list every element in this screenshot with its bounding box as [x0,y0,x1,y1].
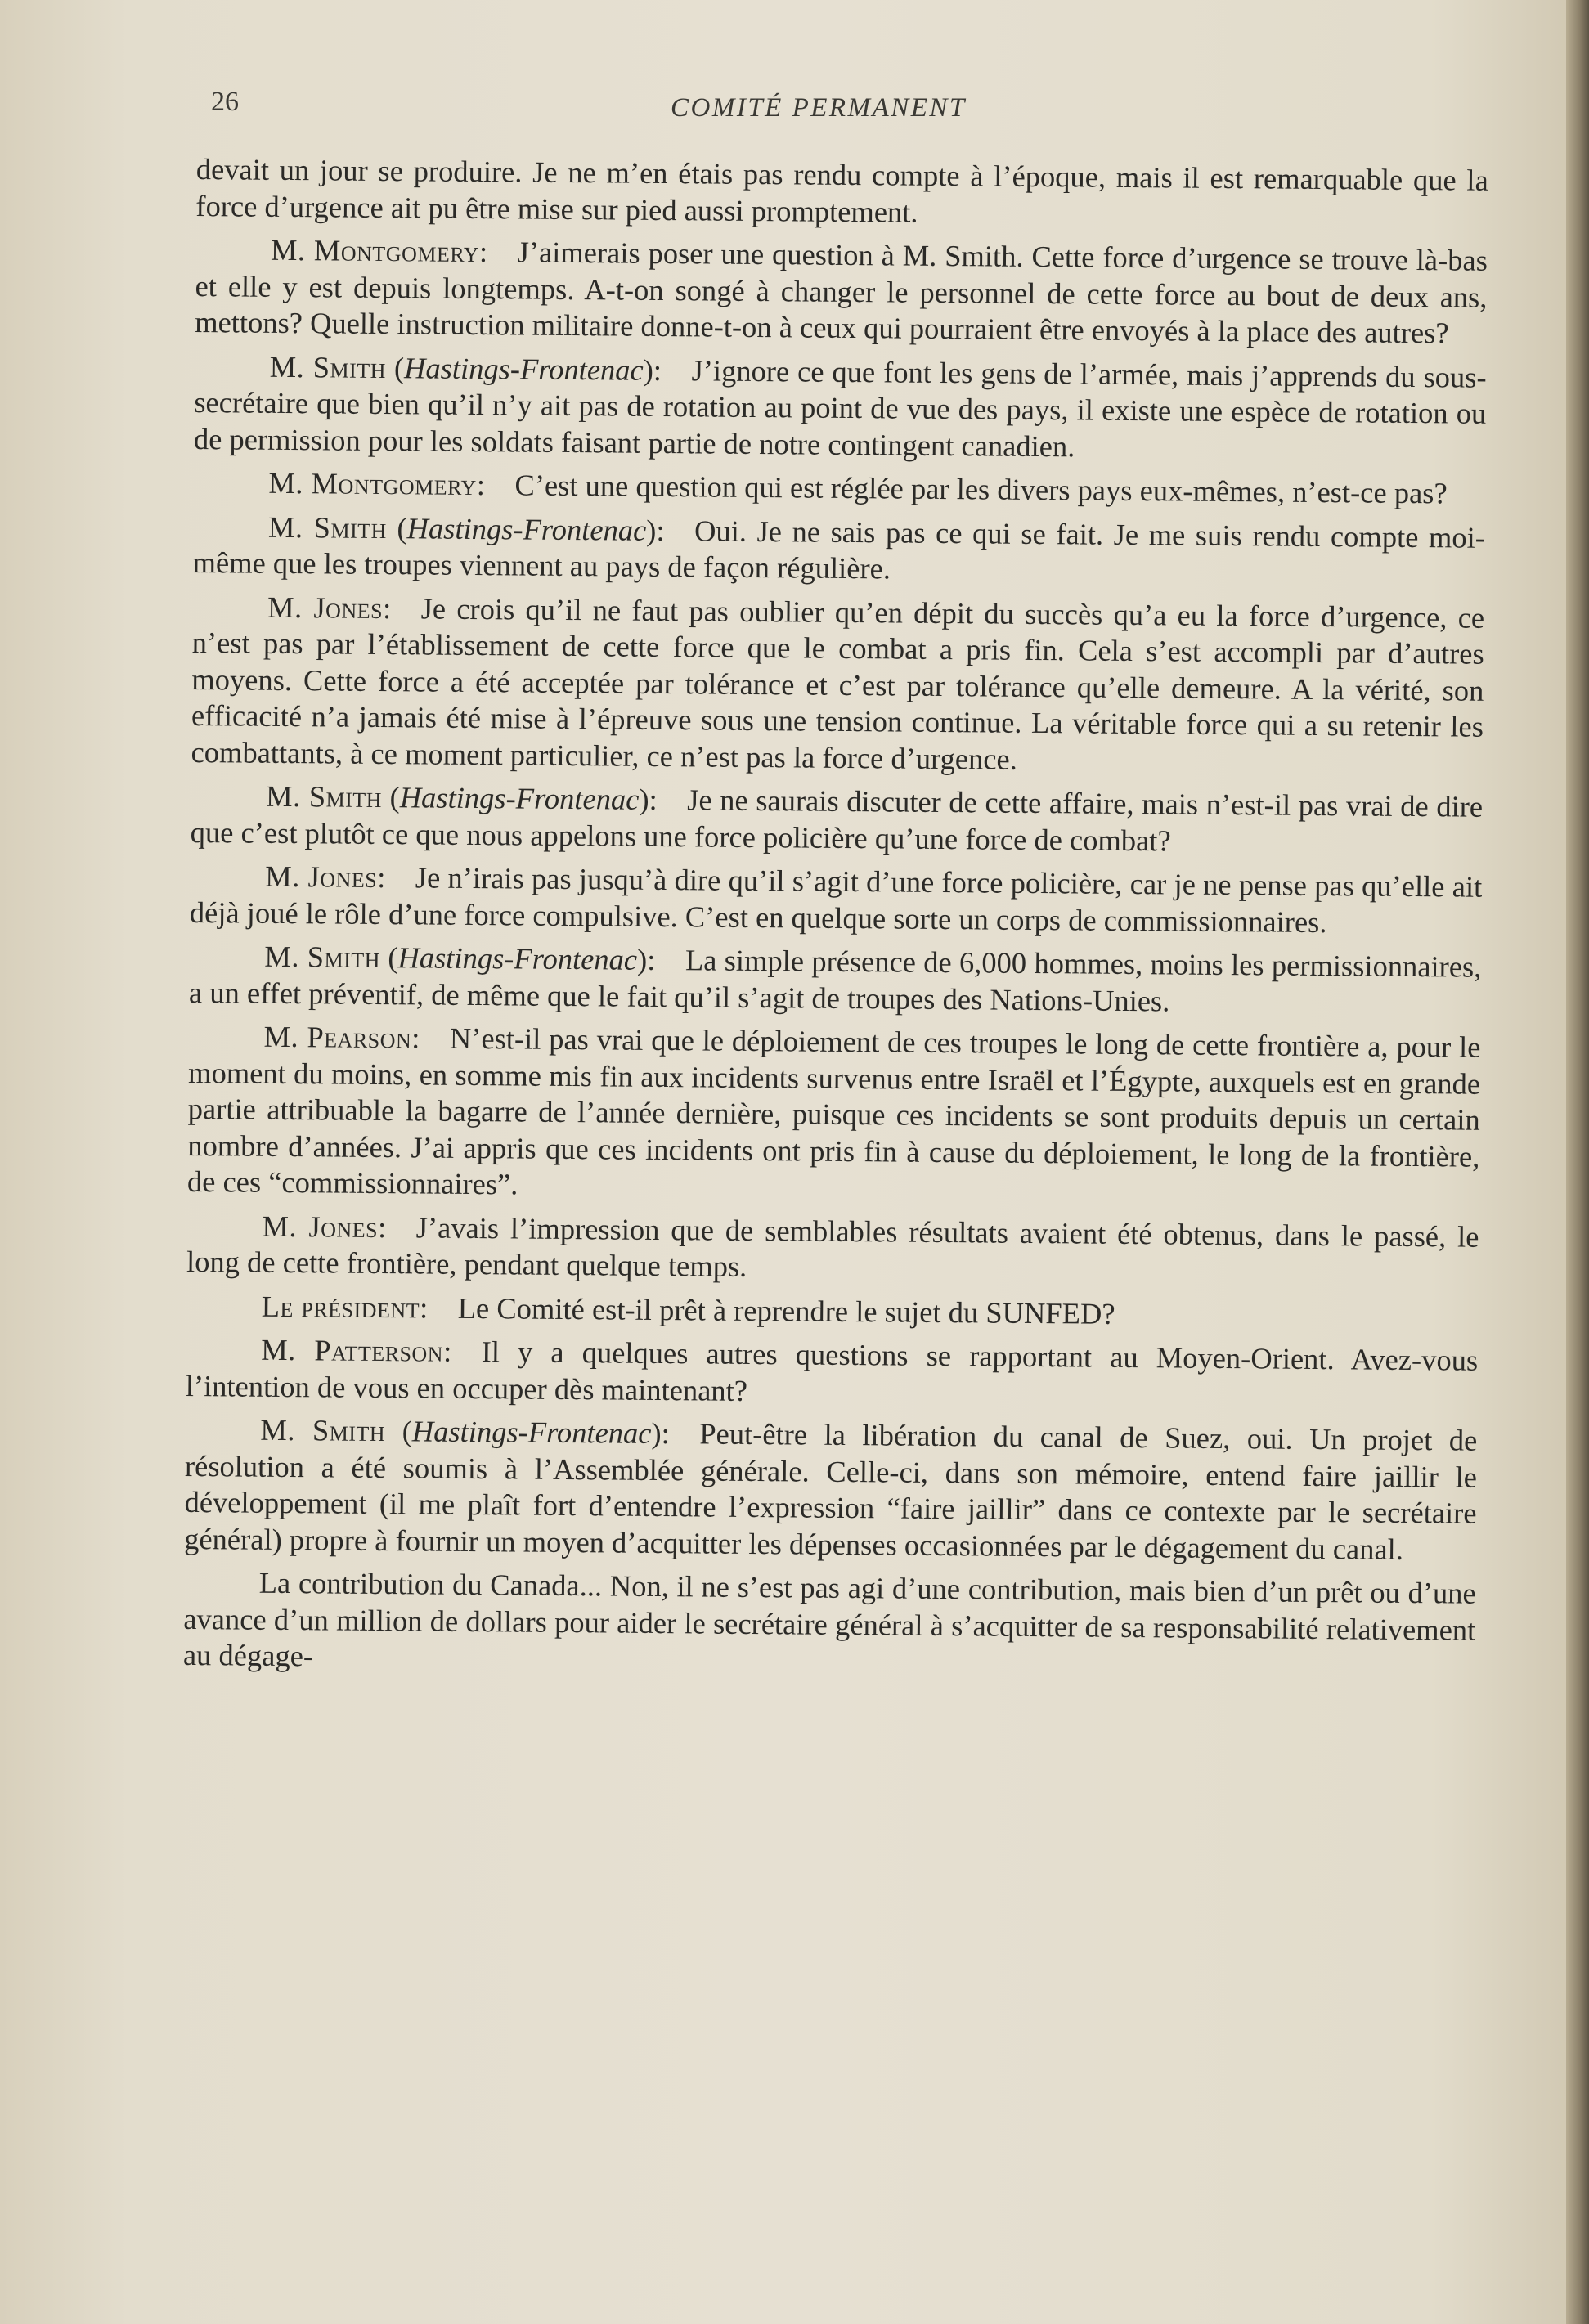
speaker-name: M. Patterson [261,1332,444,1368]
speaker-name: M. Montgomery [270,232,480,269]
speaker-name: M. Montgomery [268,465,477,502]
paragraph-text: Le Comité est-il prêt à reprendre le sujet du SUNFED? [457,1290,1115,1330]
paragraph: M. Smith (Hastings-Frontenac): Oui. Je ne sais pas ce qui se fait. Je me suis rendu compte moi-même que les troupes viennent au pays de façon régulière. [192,509,1486,585]
speaker-colon: : [442,1334,452,1368]
paragraph-text: J’ignore ce que font les gens de l’armée, mais j’apprends du sous-secrétaire que bien qu’il n’y ait pas de rotation au point de vue des pays, il existe une espèce de rotation ou de permission pour les soldats faisant partie de notre contingent canadien. [193,352,1487,463]
speaker-name: M. Smith [269,349,387,384]
paragraph: M. Smith (Hastings-Frontenac): Je ne saurais discuter de cette affaire, mais n’est-il pas vrai de dire que c’est plutôt ce que nous appelons une force policière qu’une force de combat? [190,778,1484,857]
speaker-name: M. Jones [262,1209,379,1244]
page-number: 26 [211,87,239,117]
speaker-colon: : [478,235,488,269]
paragraph-text: Oui. Je ne sais pas ce qui se fait. Je me suis rendu compte moi-même que les troupes viennent au pays de façon régulière. [192,513,1486,585]
paragraph [195,151,1488,236]
speaker-colon: : [476,468,486,502]
speaker-name: M. Jones [267,590,384,625]
speaker-colon: : [419,1290,429,1325]
speaker-name: M. Smith [260,1412,386,1448]
paragraph-text: Je crois qu’il ne faut pas oublier qu’en dépit du succès qu’a eu la force d’urgence, ce n’est pas par l’établissement de cette force que le combat a pris fin. Cela s’est accompli par d’autres moyens. Cette force a été acceptée par tolérance et c’est par tolérance qu’elle demeure. A la vérité, son efficacité n’a jamais été mise à l’épreuve sous une tension continue. La véritable force qui a su retenir les combattants, à ce moment particulier, ce n’est pas la force d’urgence. [191,590,1485,776]
paragraph-text: La contribution du Canada... Non, il ne s’est pas agi d’une contribution, mais bien d’un prêt ou d’une avance d’un million de dollars pour aider le secrétaire général à s’acquitter de sa responsabilité relativement au dégage- [182,1565,1476,1673]
speaker-colon: : [382,590,392,625]
speaker-riding: Hastings-Frontenac [403,350,644,387]
paragraph-text: La simple présence de 6,000 hommes, moins les permissionnaires, a un effet préventif, de même que le fait qu’il s’agit de troupes des Nations-Unies. [188,943,1482,1017]
paragraph: M. Smith (Hastings-Frontenac): La simple présence de 6,000 hommes, moins les permissionnaires, a un effet préventif, de même que le fait qu’il s’agit de troupes des Nations-Unies. [188,939,1482,1017]
paragraph [195,231,1488,352]
speaker-colon: : [649,782,658,816]
speaker-colon: : [661,1416,670,1451]
paragraph [186,1331,1479,1415]
paragraph [186,1287,1478,1335]
speaker-name: M. Smith [264,939,381,975]
speaker-name: M. Jones [265,859,378,894]
speaker-name: M. Smith [267,509,388,545]
speaker-riding: Hastings-Frontenac [411,1414,652,1450]
paragraph [183,1564,1476,1685]
speaker-colon: : [411,1021,420,1055]
paragraph [190,858,1483,942]
paragraph-text: Je n’irais pas jusqu’à dire qu’il s’agit d’une force policière, car je ne pense pas qu’elle ait déjà joué le rôle d’une force compulsive. C’est en quelque sorte un corps de commissionnaires. [189,860,1483,939]
paragraph-text: devait un jour se produire. Je ne m’en étais pas rendu compte à l’époque, mais il est remarquable que la force d’urgence ait pu être mise sur pied aussi promptement. [195,151,1488,229]
speaker-riding: Hastings-Frontenac [397,940,638,976]
speaker-riding: Hastings-Frontenac [406,510,647,547]
speaker-name: Le président [261,1289,420,1324]
book-spine-shadow [1566,0,1589,2324]
paragraph-text: Peut-être la libération du canal de Suez, oui. Un projet de résolution a été soumis à l’Assemblée générale. Celle-ci, dans son mémoire, entend faire jaillir le développement (il me plaît fort d’entendre l’expression “faire jaillir” dans ce contexte par le secrétaire général) propre à fournir un moyen d’acquitter les dépenses occasionnées par le dégagement du canal. [184,1416,1478,1566]
speaker-colon: : [656,513,665,547]
paragraph-text: Je ne saurais discuter de cette affaire, mais n’est-il pas vrai de dire que c’est plutôt ce que nous appelons une force policière qu’une force de combat? [190,783,1484,857]
paragraph-text: J’aimerais poser une question à M. Smith. Cette force d’urgence se trouve là-bas et elle y est depuis longtemps. A-t-on songé à changer le personnel de cette force au bout de deux ans, mettons? Quelle instruction militaire donne-t-on à ceux qui pourraient être envoyés à la place des autres? [195,235,1488,350]
speaker-colon: : [377,859,386,895]
speaker-name: M. Smith [265,778,383,814]
paragraph-text: Il y a quelques autres questions se rapportant au Moyen-Orient. Avez-vous l’intention de vous en occuper dès maintenant? [185,1335,1479,1407]
paragraph [186,1207,1479,1291]
paragraph: M. Smith (Hastings-Frontenac): J’ignore ce que font les gens de l’armée, mais j’apprends du sous-secrétaire que bien qu’il n’y ait pas de rotation au point de vue des pays, il existe une espèce de rotation ou de permission pour les soldats faisant partie de notre contingent canadien. [193,349,1487,463]
speaker-colon: : [377,1209,387,1244]
paragraph-text: N’est-il pas vrai que le déploiement de ces troupes le long de cette frontière a, pour le moment du moins, en somme mis fin aux incidents survenus entre Israël et l’Égypte, auxquels est en grande partie attribuable la bagarre de l’année dernière, puisque ces incidents se sont produits depuis un certain nombre d’années. J’ai appris que ces incidents ont pris fin à cause du déploiement, le long de la frontière, de ces “commissionnaires”. [186,1021,1481,1201]
paragraph: M. Smith (Hastings-Frontenac): Peut-être la libération du canal de Suez, oui. Un projet de résolution a été soumis à l’Assemblée générale. Celle-ci, dans son mémoire, entend faire jaillir le développement (il me plaît fort d’entendre l’expression “faire jaillir” dans ce contexte par le secrétaire général) propre à fournir un moyen d’acquitter les dépenses occasionnées par le dégagement du canal. [184,1412,1478,1566]
paragraph-text: C’est une question qui est réglée par les divers pays eux-mêmes, n’est-ce pas? [514,468,1448,510]
transcript-body [183,151,1488,1692]
paragraph [187,1018,1481,1211]
paragraph [193,464,1485,512]
paragraph [191,588,1484,781]
speaker-riding: Hastings-Frontenac [399,780,640,816]
page-header [211,82,1487,131]
speaker-name: M. Pearson [263,1019,412,1055]
running-title: COMITÉ PERMANENT [671,93,967,123]
speaker-colon: : [653,352,662,387]
speaker-colon: : [647,942,656,976]
paragraph-text: J’avais l’impression que de semblables résultats avaient été obtenus, dans le passé, le long de cette frontière, pendant quelque temps. [186,1209,1479,1283]
